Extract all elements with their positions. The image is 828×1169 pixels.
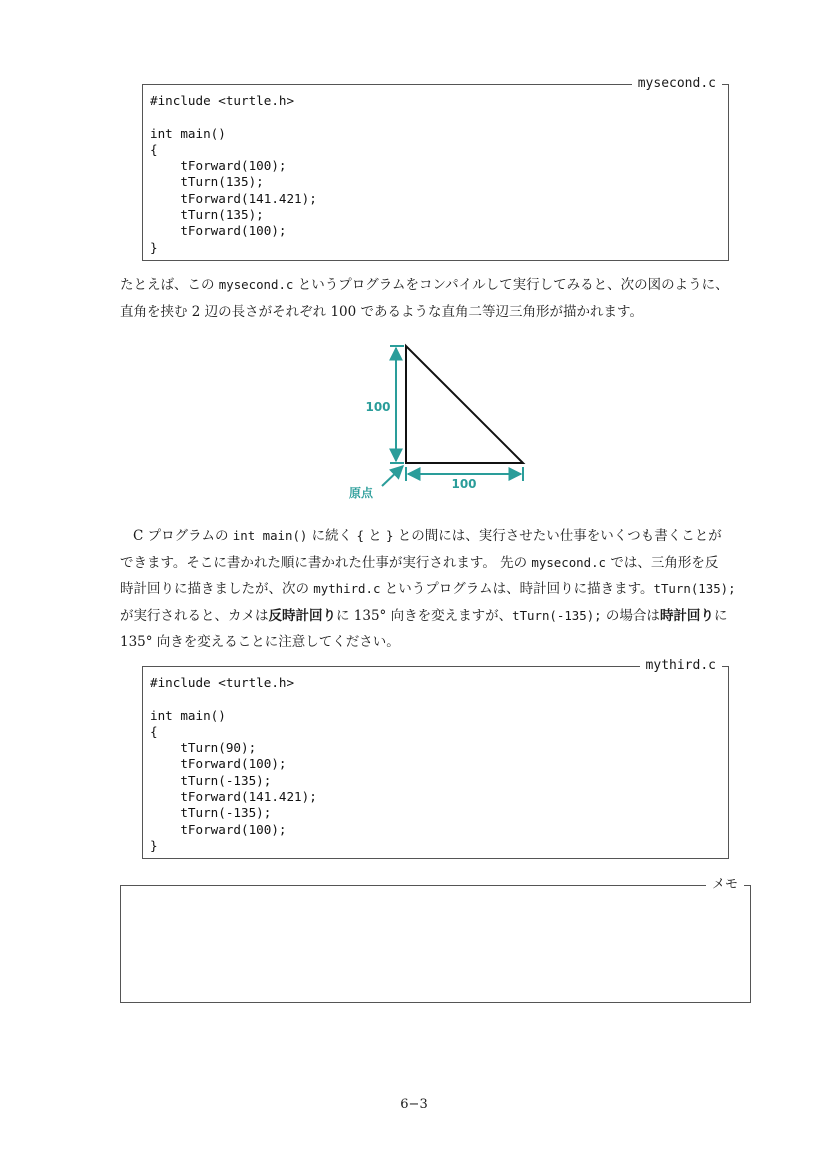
inline-code: { [356,528,364,543]
triangle-shape [406,346,523,463]
text: の場合は [601,607,660,624]
text: できます。そこに書かれた順に書かれた仕事が実行されます。 先の [120,554,532,571]
inline-code: tTurn(-135); [512,607,602,623]
triangle-figure [340,336,540,510]
text: C プログラムの [133,528,233,544]
inline-code: mythird.c [313,581,381,596]
inline-code: mysecond.c [531,554,607,570]
code-block: #include <turtle.h> int main() { tTurn(90); tForward(100); tTurn(-135); tForward(141.421); tTurn(-135); tForward(100); } [150,675,317,853]
bold-text: 時計回り [659,607,714,624]
text: 直角を挟む 2 辺の長さがそれぞれ 100 であるような直角二等辺三角形が描かれます。 [120,303,643,320]
triangle-diagram [340,336,540,506]
code-block: #include <turtle.h> int main() { tForward(100); tTurn(135); tForward(141.421); tTurn(135); tForward(100); } [150,93,317,255]
inline-code: int main() [232,528,308,543]
text: に続く [307,528,357,544]
text: が実行されると、カメは [120,607,269,624]
origin-arrow [382,466,403,486]
inline-code: } [386,528,394,543]
text: に [713,607,728,624]
text: たとえば、この [120,277,219,293]
memo-box [120,877,751,1003]
inline-code: mysecond.c [218,277,294,292]
listing-title: mysecond.c [632,76,722,92]
paragraph-intro [120,272,760,325]
bold-text: 反時計回り [268,607,336,624]
origin-label: 原点 [348,486,374,500]
code-listing-mysecond [142,76,729,261]
memo-title: メモ [706,877,744,893]
text: 135° 向きを変えることに注意してください。 [120,634,400,650]
vertical-label: 100 [365,400,391,414]
inline-code: tTurn(135); [653,581,736,596]
text: というプログラムをコンパイルして実行してみると、次の図のように、 [293,277,729,293]
text: というプログラムは、時計回りに描きます。 [380,581,654,597]
code-listing-mythird [142,658,729,859]
text: と [363,528,387,544]
page-number: 6−3 [400,1097,428,1112]
text: 時計回りに描きましたが、次の [120,581,314,597]
text: では、三角形を反 [606,554,719,571]
paragraph-explanation [120,523,760,656]
text: に 135° 向きを変えますが、 [336,607,513,624]
horizontal-label: 100 [451,477,477,491]
listing-title: mythird.c [640,658,722,674]
text: との間には、実行させたい仕事をいくつも書くことが [393,528,722,544]
